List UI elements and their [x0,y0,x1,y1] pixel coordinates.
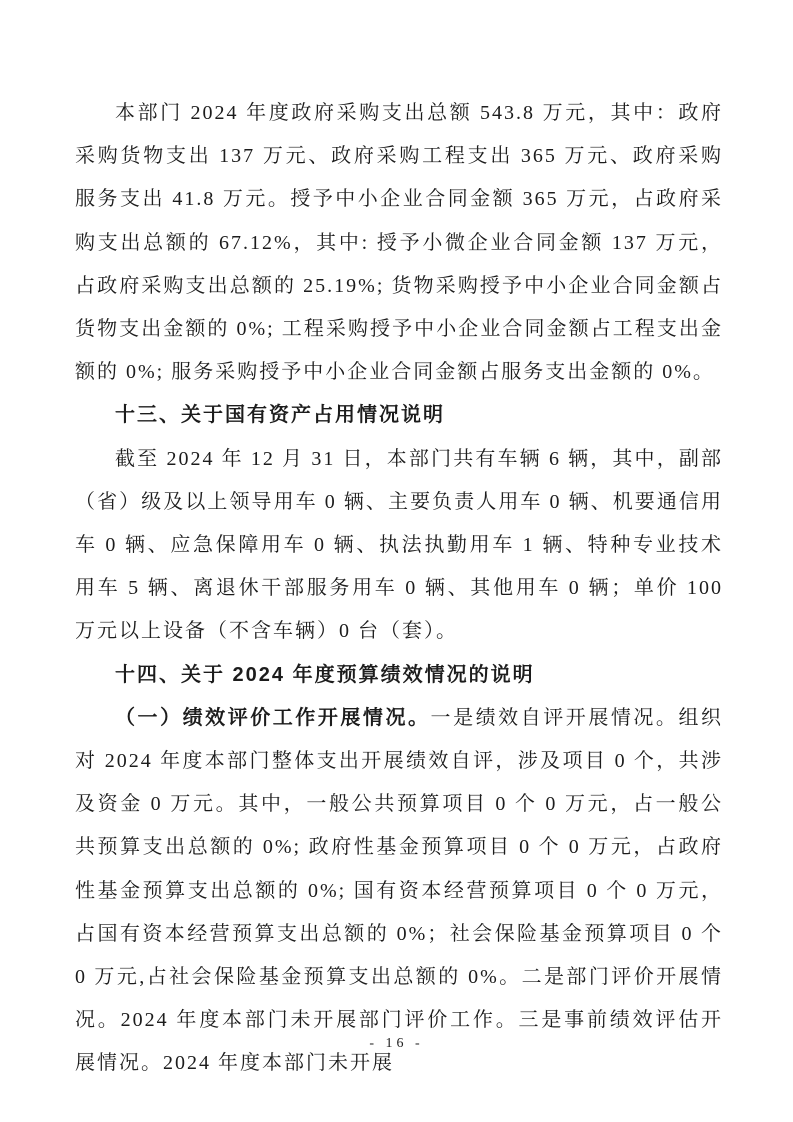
document-body [75,92,723,1086]
section-heading [75,394,723,437]
page-number-label: - 16 - [369,1036,424,1051]
bold-text-segment: （一）绩效评价工作开展情况。 [115,706,431,729]
paragraph [75,438,723,654]
text-segment: 截至 2024 年 12 月 31 日，本部门共有车辆 6 辆，其中，副部（省）级及以上领导用车 0 辆、主要负责人用车 0 辆、机要通信用车 0 辆、应急保障用车 0 辆、执法执勤用车 1 辆、特种专业技术用车 5 辆、离退休干部服务用车 0 辆、其他用车 0 辆；单价 100 万元以上设备（不含车辆）0 台（套）。 [75,447,723,643]
page-footer [0,1036,793,1052]
paragraph [75,92,723,394]
text-segment: 一是绩效自评开展情况。组织对 2024 年度本部门整体支出开展绩效自评，涉及项目 0 个，共涉及资金 0 万元。其中，一般公共预算项目 0 个 0 万元，占一般公共预算支出总额的 0%; 政府性基金预算项目 0 个 0 万元，占政府性基金预算支出总额的 0%; 国有资本经营预算项目 0 个 0 万元，占国有资本经营预算支出总额的 0%；社会保险基金预算项目 0 个 0 万元,占社会保险基金预算支出总额的 0%。二是部门评价开展情况。2024 年度本部门未开展部门评价工作。三是事前绩效评估开展情况。2024 年度本部门未开展 [75,706,724,1075]
text-segment: 本部门 2024 年度政府采购支出总额 543.8 万元，其中：政府采购货物支出 137 万元、政府采购工程支出 365 万元、政府采购服务支出 41.8 万元。授予中小企业合同金额 365 万元，占政府采购支出总额的 67.12%，其中: 授予小微企业合同金额 137 万元，占政府采购支出总额的 25.19%; 货物采购授予中小企业合同金额占货物支出金额的 0%; 工程采购授予中小企业合同金额占工程支出金额的 0%; 服务采购授予中小企业合同金额占服务支出金额的 0%。 [75,102,723,384]
bold-text-segment: 十四、关于 2024 年度预算绩效情况的说明 [115,663,535,686]
paragraph [75,697,723,1086]
bold-text-segment: 十三、关于国有资产占用情况说明 [115,404,445,427]
section-heading [75,654,723,697]
